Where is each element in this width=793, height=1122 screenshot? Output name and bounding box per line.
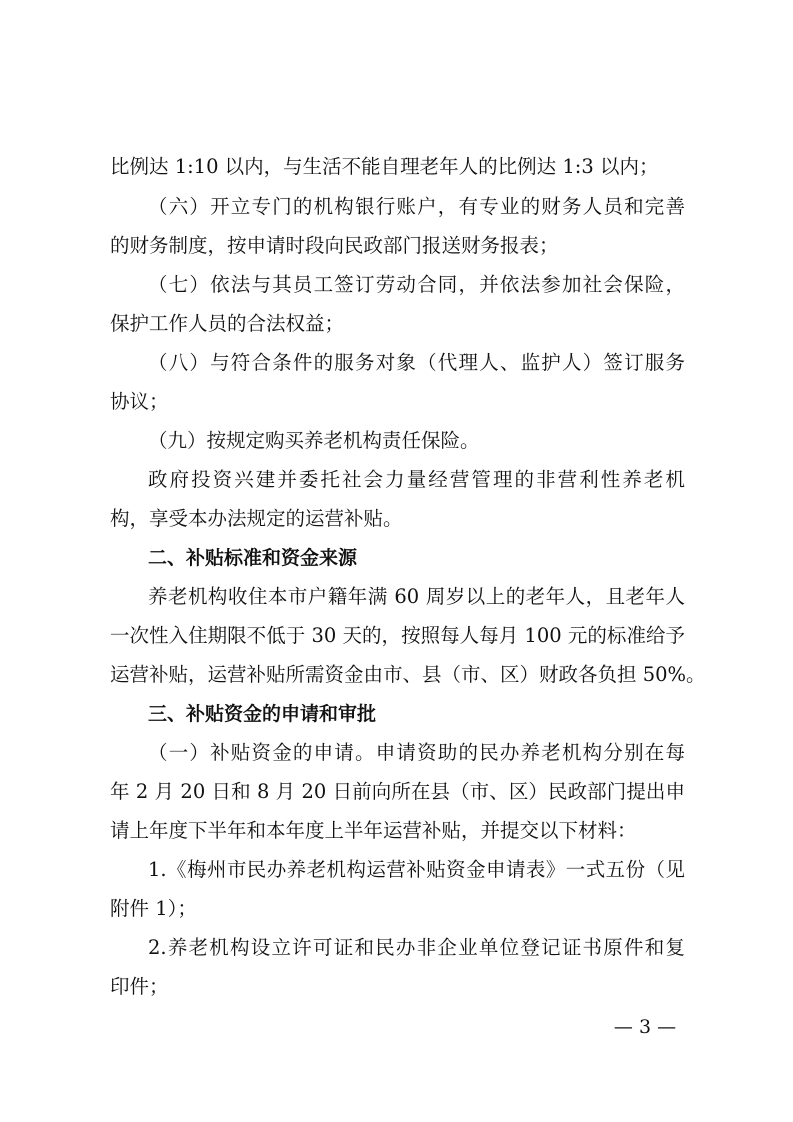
paragraph-text: 运营补贴，运营补贴所需资金由市、县（市、区）财政各负担 50%。 bbox=[110, 663, 706, 686]
paragraph-text: 构，享受本办法规定的运营补贴。 bbox=[110, 507, 403, 530]
text-line bbox=[0, 422, 793, 460]
section-heading-2: 二、补贴标准和资金来源 bbox=[148, 547, 358, 569]
list-item-7: （七）依法与其员工签订劳动合同，并依法参加社会保险， bbox=[148, 273, 685, 296]
text-line bbox=[0, 344, 793, 382]
text-line bbox=[0, 539, 793, 577]
list-item-material-2: 2.养老机构设立许可证和民办非企业单位登记证书原件和复 bbox=[148, 936, 685, 959]
paragraph-text: 的财务制度，按申请时段向民政部门报送财务报表； bbox=[110, 234, 559, 257]
text-line bbox=[0, 305, 793, 343]
text-line bbox=[0, 148, 793, 186]
text-line bbox=[0, 578, 793, 616]
text-line bbox=[0, 773, 793, 811]
text-line bbox=[0, 500, 793, 538]
text-line bbox=[0, 812, 793, 850]
paragraph-text: 请上年度下半年和本年度上半年运营补贴，并提交以下材料： bbox=[110, 819, 637, 842]
text-line bbox=[0, 929, 793, 967]
text-line bbox=[0, 227, 793, 265]
paragraph-text: 养老机构收住本市户籍年满 60 周岁以上的老年人，且老年人 bbox=[148, 585, 685, 608]
text-line bbox=[0, 266, 793, 304]
section-heading-3: 三、补贴资金的申请和审批 bbox=[148, 703, 377, 725]
text-line bbox=[0, 617, 793, 655]
text-line bbox=[0, 695, 793, 733]
paragraph-text: 政府投资兴建并委托社会力量经营管理的非营利性养老机 bbox=[148, 468, 685, 491]
text-line bbox=[0, 968, 793, 1006]
page-number: — 3 — bbox=[613, 1016, 677, 1038]
text-line bbox=[0, 734, 793, 772]
text-line bbox=[0, 383, 793, 421]
paragraph-text: 协议； bbox=[110, 390, 169, 413]
list-item-9: （九）按规定购买养老机构责任保险。 bbox=[148, 429, 480, 452]
paragraph-text: 一次性入住期限不低于 30 天的，按照每人每月 100 元的标准给予 bbox=[110, 624, 685, 647]
paragraph-text: 保护工作人员的合法权益； bbox=[110, 312, 345, 335]
text-line bbox=[0, 890, 793, 928]
text-line bbox=[0, 461, 793, 499]
paragraph-text: 附件 1）； bbox=[110, 897, 197, 920]
paragraph-text: （一）补贴资金的申请。申请资助的民办养老机构分别在每 bbox=[148, 741, 685, 764]
paragraph-text: 印件； bbox=[110, 975, 169, 998]
paragraph-text: 比例达 1:10 以内，与生活不能自理老年人的比例达 1:3 以内； bbox=[110, 155, 659, 178]
paragraph-text: 年 2 月 20 日和 8 月 20 日前向所在县（市、区）民政部门提出申 bbox=[110, 780, 685, 803]
list-item-8: （八）与符合条件的服务对象（代理人、监护人）签订服务 bbox=[148, 351, 685, 374]
text-line bbox=[0, 656, 793, 694]
list-item-6: （六）开立专门的机构银行账户，有专业的财务人员和完善 bbox=[148, 195, 685, 218]
text-line bbox=[0, 188, 793, 226]
text-line bbox=[0, 851, 793, 889]
list-item-material-1: 1.《梅州市民办养老机构运营补贴资金申请表》一式五份（见 bbox=[148, 858, 685, 881]
